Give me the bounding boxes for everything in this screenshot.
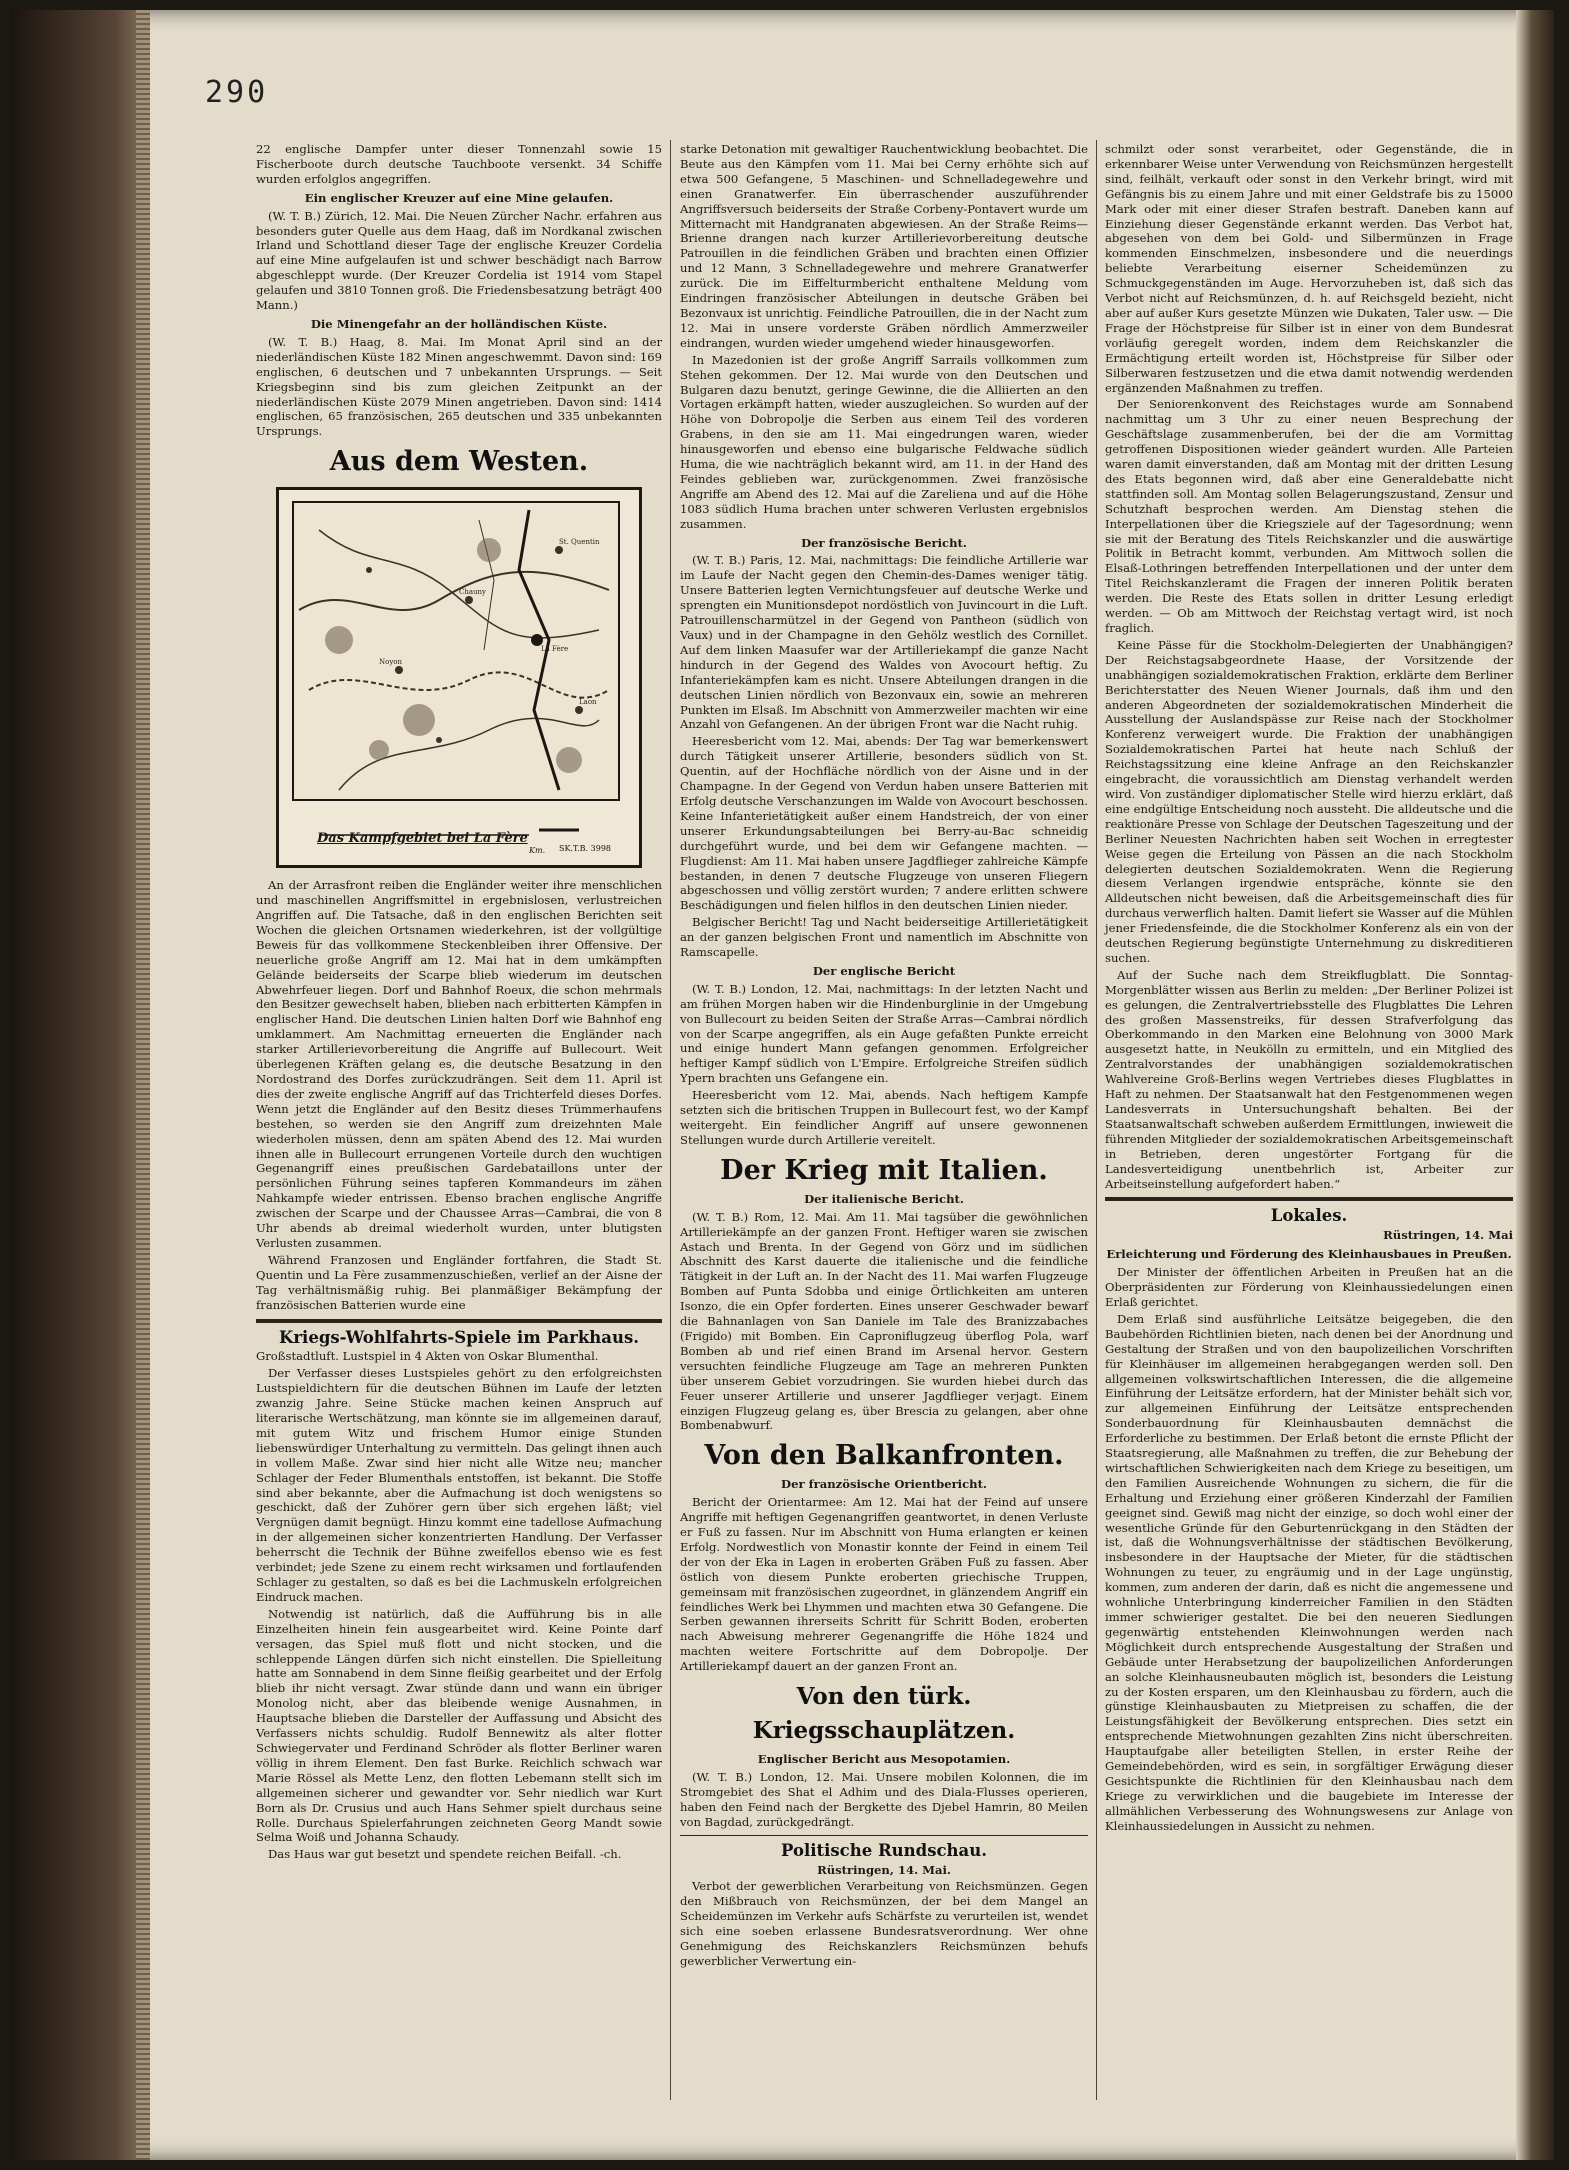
- article-kreuzer: (W. T. B.) Zürich, 12. Mai. Die Neuen Zürcher Nachr. erfahren aus besonders guter Quelle aus dem Haag, daß im Nordkanal zwischen Irland und Schottland dieser Tage der englische Kreuzer Cordelia auf eine Mine aufgelaufen ist und schwer beschädigt nach Barrow abgeschleppt wurde. (Der Kreuzer Cordelia ist 1914 vom Stapel gelaufen und 3810 Tonnen groß. Die Friedensbesatzung beträgt 400 Mann.): [256, 208, 662, 313]
- article-kleinhaus-1: Der Minister der öffentlichen Arbeiten in Preußen hat an die Oberpräsidenten zur Förderung von Kleinhaussiedelungen einen Erlaß gerichtet.: [1105, 1265, 1513, 1309]
- section-politik-title: Politische Rundschau.: [781, 1840, 987, 1860]
- headline-mesopotamien: Englischer Bericht aus Mesopotamien.: [757, 1752, 1011, 1767]
- map-credit: SK.T.B. 3998: [558, 844, 611, 854]
- article-italien: (W. T. B.) Rom, 12. Mai. Am 11. Mai tagsüber die gewöhnlichen Artilleriekämpfe an der ganzen Front. Heftiger waren sie zwischen Astach und Brenta. In der Gegend von Görz und im südlichen Abschnitt des Karst dauerte die italienische und die feindliche Tätigkeit in der Luft an. In der Nacht des 11. Mai warfen Flugzeuge Bomben auf Punta Sdobba und einige Örtlichkeiten am unteren Isonzo, die ein Opfer forderten. Eines unserer Geschwader bewarf die Bahnanlagen von San Daniele im Tale des Branizzabaches (Frigido) mit Bomben. Ein Caproniflugzeug überflog Pola, warf Bomben ab und rief einen Brand im Arsenal hervor. Gestern versuchten feindliche Flugzeuge am Tage an mehreren Punkten über unserem Gebiet vorzudringen. Sie wurden hiebei durch das Feuer unserer Artillerie und unserer Jagdflieger verjagt. Einem einzigen Flugzeug gelang es, über Brescia zu gelangen, aber ohne Bombenabwurf.: [680, 1209, 1088, 1433]
- article-orient: Bericht der Orientarmee: Am 12. Mai hat der Feind auf unsere Angriffe mit heftigen Gegenangriffen geantwortet, in denen Verluste er Fuß zu fassen. Nur im Abschnitt von Huma erlangten er keinen Erfolg. Nordwestlich von Monastir konnte der Feind in einem Teil der von der Eka in Lagen in eroberten Gräben Fuß zu fassen. Aber östlich von diesem Punkte eroberten griechische Truppen, gemeinsam mit französischen zugeordnet, in glänzendem Angriff ein feindliches Werk bei Lhymmen und machten etwa 30 Gefangene. Die Serben gewannen ihrerseits Schritt für Schritt Boden, eroberten nach Abweisung mehrerer Gegenangriffe die Höhe 1824 und machten weitere Fortschritte auf dem Dobropolje. Der Artilleriekampf dauert an der ganzen Front an.: [680, 1495, 1088, 1674]
- article-westen-2: Während Franzosen und Engländer fortfahren, die Stadt St. Quentin und La Fère zusammenzuschießen, verlief an der Aisne der Tag verhältnismäßig ruhig. Bei planmäßiger Bekämpfung der französischen Batterien wurde eine: [256, 1252, 662, 1312]
- headline-orientbericht: Der französische Orientbericht.: [781, 1477, 987, 1492]
- headline-engl-bericht: Der englische Bericht: [812, 963, 956, 978]
- article-franz-1: (W. T. B.) Paris, 12. Mai, nachmittags: Die feindliche Artillerie war im Laufe der Nacht gegen den Chemin-des-Dames weniger tätig. Unsere Batterien legten Vernichtungsfeuer auf deutsche Werke und sprengten ein Munitionsdepot nordöstlich von Juvincourt in die Luft. Patrouillenscharmützel in der Gegend von Pantheon (südlich von Vaux) und in der Champagne in den Gehölz westlich des Cornillet. Auf dem linken Maasufer war der Artilleriekampf die ganze Nacht hindurch in der Gegend des Waldes von Avocourt heftig. Zu Infanteriekämpfen kam es nicht. Unsere Abteilungen drangen in die deutschen Linien nördlich von Bezonvaux ein, sowie an mehreren Punkten im Elsaß. Im Abschnitt von Ammerzweiler machten wir eine Anzahl von Gefangenen. An der übrigen Front war die Nacht ruhig.: [680, 553, 1088, 732]
- article-streikflugblatt: Auf der Suche nach dem Streikflugblatt. Die Sonntag-Morgenblätter wissen aus Berlin zu melden: „Der Berliner Polizei ist es gelungen, die Zentralvertriebsstelle des Flugblattes Die Lehren des großen Massenstreiks, für dessen Strafverfolgung das Oberkommando in den Marken eine Belohnung von 3000 Mark ausgesetzt hatte, in Neukölln zu ermitteln, und ein Mitglied des Zentralvorstandes der unabhängigen sozialdemokratischen Wahlvereine Groß-Berlins wegen Vertriebes dieses Flugblattes in Haft zu nehmen. Der Staatsanwalt hat den Festgenommenen wegen Landesverrats in Untersuchungshaft behalten. Bei der Staatsanwaltschaft schweben außerdem Ermittlungen, inwieweit die führenden Mitglieder der sozialdemokratischen Arbeitsgemeinschaft in Betrieben, deren ungestörter Fortgang für die Landesverteidigung unentbehrlich ist, Arbeiter zur Arbeitseinstellung aufgefordert haben.“: [1105, 967, 1513, 1191]
- article-engl-1: (W. T. B.) London, 12. Mai, nachmittags: In der letzten Nacht und am frühen Morgen haben wir die Hindenburglinie in der Umgebung von Bullecourt zu beiden Seiten der Straße Arras—Cambrai nördlich von der Scarpe angegriffen, als ein Auge gefaßten Punkte erreicht und einige hundert Mann gefangen genommen. Erfolgreicher heftiger Kampf südlich von L'Empire. Erfolgreiche Streifen südlich Ypern brachten uns Gefangene ein.: [680, 981, 1088, 1086]
- battle-map: La Fère Chauny Noyon St. Quentin Laon Das Kampfgebiet bei La Fère Km. SK.T.B. 3998: [276, 487, 642, 868]
- section-lokales-title: Lokales.: [1270, 1206, 1348, 1226]
- page-edge-shadow: [1516, 10, 1554, 2160]
- column-rule-1: [670, 140, 671, 2100]
- review-paragraph-2: Notwendig ist natürlich, daß die Aufführung bis in alle Einzelheiten hinein fein ausgearbeitet wird. Keine Pointe darf versagen, das Spiel muß flott und nicht stocken, und die schleppende Längen dürfen sich nicht einstellen. Die Spielleitung hatte am Sonnabend in dem Sinne fleißig gearbeitet und der Erfolg blieb ihr nicht versagt. Zwar stünde dann und wann ein übriger Monolog nicht, aber das bleibende wenige Ausnahmen, in Hauptsache blieben die Darsteller der Auffassung und Absicht des Verfassers nichts schuldig. Rudolf Bennewitz als alter flotter Schwiegervater und Ferdinand Schröder als flotter Berliner waren völlig in ihrem Element. Den fast Burke. Reichlich schwach war Marie Rössel als Mette Lenz, den flotten Lebemann stellt sich im allgemeinen sicherer und gewandter vor. Sehr niedlich war Kurt Born als Dr. Crusius und auch Hans Sehmer spielt durchaus seine Rolle. Durchaus Spielerfahrungen zeichneten Georg Mandt sowie Selma Woiß und Johanna Schaudy.: [256, 1606, 662, 1845]
- review-subtitle: Großstadtluft. Lustspiel in 4 Akten von Oskar Blumenthal.: [256, 1349, 599, 1364]
- article-seniorenkonvent: Der Seniorenkonvent des Reichstages wurde am Sonnabend nachmittag um 3 Uhr zu einer neuen Besprechung der Geschäftslage zusammenberufen, bei der die am Vormittag getroffenen Dispositionen wieder geändert wurden. Alle Parteien waren damit einverstanden, daß am Montag mit der dritten Lesung des Etats begonnen wird, daß aber eine Generaldebatte nicht stattfinden soll. Am Montag sollen Belagerungszustand, Zensur und Schutzhaft besprochen werden. Am Dienstag stehen die Interpellationen über die Kriegsziele auf der Tagesordnung; wenn sie mit der Beratung des Titels Reichskanzler und die auswärtige Politik in Betracht kommt, verbunden. Am Mittwoch sollen die Elsaß-Lothringen betreffenden Interpellationen und der unter dem Titel Reichskanzleramt die Fragen der inneren Politik beraten werden. Die Reste des Etats sollen in dritter Lesung erledigt werden. — Ob am Mittwoch der Reichstag vertagt wird, ist noch fraglich.: [1105, 397, 1513, 635]
- headline-ital-bericht: Der italienische Bericht.: [804, 1191, 964, 1206]
- review-paragraph-1: Der Verfasser dieses Lustspieles gehört zu den erfolgreichsten Lustspieldichtern für die deutschen Bühnen im Laufe der letzten zwanzig Jahre. Seine Stücke machen keinen Anspruch auf literarische Wertschätzung, man könnte sie im allgemeinen darauf, mit gutem Witz und frischem Humor einige Stunden liebenswürdiger Unterhaltung zu vermitteln. Das gelingt ihnen auch in vollem Maße. Zwar sind hier nicht alle Witze neu; mancher Schlager der Feder Blumenthals entstoffen, ist bekannt. Die Stoffe sind aber bekannte, aber die Aufmachung ist doch wenigstens so geschickt, daß der Zuhörer gern über sich ergehen läßt; viel Vergnügen damit begnügt. Hinzu kommt eine tadellose Aufmachung in der allgemeinen sicher konzentrierten Handlung. Der Verfasser beherrscht die Technik der Bühne zweifellos ebenso wie es fest verbindet; jede Szene zu einem recht wirksamen und fortlaufenden Schlager zu gestalten, so daß es bei die Lachmuskeln erfolgreichen Eindruck machen.: [256, 1366, 662, 1604]
- section-turk-title: Von den türk. Kriegsschauplätzen.: [752, 1683, 1016, 1745]
- page-number: 290: [205, 75, 269, 110]
- headline-kleinhausbau: Erleichterung und Förderung des Kleinhausbaues in Preußen.: [1106, 1247, 1512, 1262]
- article-muenzen-cont: schmilzt oder sonst verarbeitet, oder Gegenstände, die in erkennbarer Weise unter Verwendung von Reichsmünzen hergestellt sind, feilhält, verkauft oder sonst in den Verkehr bringt, wird mit Gefängnis bis zu einem Jahre und mit einer Geldstrafe bis zu 15000 Mark oder mit einer dieser Strafen bestraft. Daneben kann auf Einziehung dieser Gegenstände erkannt werden. Das Verbot hat, abgesehen von dem bei Gold- und Silbermünzen in Frage kommenden Einschmelzen, insbesondere und die neuerdings beliebte Verarbeitung eiserner Scheidemünzen zu Schmuckgegenständen im Auge. Hervorzuheben ist, daß sich das Verbot nicht auf Reichsmünzen, d. h. auf Reichsgeld bezieht, nicht aber auf außer Kurs gesetzte Münzen wie Dukaten, Taler usw. — Die Frage der Höchstpreise für Silber ist in einer von dem Bundesrat vorläufig geregelt worden, indem dem Reichskanzler die Ermächtigung erteilt worden ist, Höchstpreise für Silber oder Silberwaren festzusetzen und die etwa damit notwendig werdenden ergänzenden Maßnahmen zu treffen.: [1105, 142, 1513, 395]
- newspaper-page: [10, 10, 1554, 2160]
- section-divider: [256, 1319, 662, 1323]
- article-kleinhaus-2: Dem Erlaß sind ausführliche Leitsätze beigegeben, die den Baubehörden Richtlinien bieten, nach denen bei der Anordnung und Gestaltung der Straßen und von den baupolizeilichen Vorschriften für Kleinhäuser im allgemeinen herabgegangen werden soll. Den allgemeinen volkswirtschaftlichen Interessen, die die allgemeine Einführung der Leitsätze erfordern, hat der Minister behält sich vor, zur allgemeinen Einführung der Leitsätze entsprechenden Sonderbauordnung für Kleinhausbauten demnächst die Erforderliche zu bestimmen. Der Erlaß betont die ernste Pflicht der Staatsregierung, alle Maßnahmen zu treffen, die zur Behebung der wirtschaftlichen Schwierigkeiten nach dem Kriege zu beseitigen, um den Familien Ausreichende Wohnungen zu sichern, die für die Erhaltung und Erziehung einer größeren Kinderzahl der Familien geeignet sind. Gewiß mag nicht der einzige, so doch wohl einer der wesentliche Gründe für den Geburtenrückgang in den Städten der ist, daß die Wohnungsverhältnisse der städtischen Bevölkerung, insbesondere in der Hauptsache der Mieter, für die städtischen Wohnungen zu teuer, zu engräumig und in der Lage ungünstig, kommen, zum anderen der darin, daß es nicht die angemessene und wohnliche Unterbringung kinderreicher Familien in den Städten immer schwieriger gestaltet. Die bei den neueren Siedlungen gegenwärtig entstehenden Kleinwohnungen werden nach Möglichkeit durch entsprechende Ausgestaltung der Straßen und Gebäude unter Herabsetzung der baupolizeilichen Anforderungen an solche Kleinhausneubauten möglich ist, besonders die Leistung zu der Kosten ersparen, um den Kleinhausbau zu fördern, auch die günstige Kleinhausbauten zu Mietpreisen zu schaffen, die der Leistungsfähigkeit der Bevölkerung entsprechen. Dies setzt ein entsprechende Mietwohnungen gezahlten Zins nicht überschreiten. Hauptaufgabe aller beteiligten Stellen, in erster Reihe der Gemeindebehörden, wird es sein, in sorgfältiger Erwägung dieser Gesichtspunkte die Richtlinien für den Kleinhausbau nach dem Kriege zu verwirklichen und die baugebiete im Interesse der allmählichen Verbesserung des Wohnungswesens zur Anlage von Kleinhaussiedelungen in Aussicht zu nehmen.: [1105, 1311, 1513, 1833]
- article-engl-2: Heeresbericht vom 12. Mai, abends. Nach heftigem Kampfe setzten sich die britischen Truppen in Bullecourt fest, wo der Kampf weitergeht. Ein feindlicher Angriff auf unsere gewonnenen Stellungen wurde durch Artillerie vereitelt.: [680, 1088, 1088, 1147]
- section-divider-2: [680, 1835, 1088, 1836]
- article-westen-1: An der Arrasfront reiben die Engländer weiter ihre menschlichen und maschinellen Angriffsmittel in ergebnislosen, verlustreichen Angriffen auf. Die Tatsache, daß in den englischen Berichten seit Wochen die gleichen Ortsnamen wiederkehren, ist der vollgültige Beweis für das vollkommene Steckenbleiben ihrer Offensive. Der neuerliche große Angriff am 12. Mai hat in dem umkämpften Gelände beiderseits der Scarpe blieb wiederum im deutschen Abwehrfeuer liegen. Dorf und Bahnhof Roeux, die schon mehrmals den Besitzer gewechselt haben, blieben nach erbitterten Kämpfen in englischer Hand. Die deutschen Linien halten Dorf wie Bahnhof eng umklammert. Am Nachmittag erneuerten die Engländer nach starker Artillerievorbereitung die Angriffe auf Bullecourt. Weit überlegenen Kräften gelang es, die deutsche Besatzung in den Nordostrand des Dorfes zurückzudrängen. Seit dem 11. April ist dies der zweite englische Angriff auf das Trichterfeld dieses Dorfes. Wenn jetzt die Engländer auf den Besitz dieses Trümmerhaufens bestehen, so werden sie den Angriff zum dreizehnten Male wiederholen müssen, denn am späten Abend des 12. Mai wurden ihnen alle in Bullecourt errungenen Vorteile durch den wuchtigen Gegenangriff eines preußischen Gardebataillons unter der persönlichen Führung seines tapferen Kommandeurs im zähen Nahkampfe wieder entrissen. Ebenso brachen englische Angriffe zwischen der Scarpe und der Chaussee Arras—Cambrai, die von 8 Uhr abends ab dreimal wiederholt wurden, unter blutigsten Verlusten zusammen.: [256, 878, 662, 1250]
- column-1: [256, 142, 662, 1864]
- headline-franz-bericht: Der französische Bericht.: [801, 535, 967, 550]
- headline-kreuzer: Ein englischer Kreuzer auf eine Mine gelaufen.: [304, 190, 614, 205]
- article-front-cont: starke Detonation mit gewaltiger Rauchentwicklung beobachtet. Die Beute aus den Kämpfen vom 11. Mai bei Cerny erhöhte sich auf etwa 500 Gefangene, 5 Maschinen- und Schnelladegewehre und einen Granatwerfer. Ein überraschender auszuführender Angriffsversuch beiderseits der Straße Corbeny-Pontavert wurde um Mitternacht mit Handgranaten abgewiesen. An der Straße Reims—Brienne drangen nach kurzer Artillerievorbereitung deutsche Patrouillen in die feindlichen Gräben und brachten einen Offizier und 12 Mann, 3 Schnelladegewehre und mehrere Granatwerfer zurück. Die im Eiffelturmbericht enthaltene Meldung vom Eindringen französischer Abteilungen in deutsche Gräben bei Bezonvaux ist unrichtig. Feindliche Patrouillen, die in der Nacht zum 12. Mai in unsere vorderste Gräben nördlich Ammerzweiler eindrangen, wurden wieder umgehend wieder hinausgeworfen.: [680, 142, 1088, 350]
- column-rule-2: [1096, 140, 1097, 2100]
- section-westen-title: Aus dem Westen.: [329, 446, 589, 478]
- article-reichsmuenzen: Verbot der gewerblichen Verarbeitung von Reichsmünzen. Gegen den Mißbrauch von Reichsmünzen, der bei dem Mangel an Scheidemünzen im Verkehr aufs Schärfste zu verurteilen ist, wendet sich eine soeben erlassene Bundesratsverordnung. Wer ohne Genehmigung des Reichskanzlers Reichsmünzen behufs gewerblicher Verwertung ein-: [680, 1879, 1088, 1968]
- article-minen: (W. T. B.) Haag, 8. Mai. Im Monat April sind an der niederländischen Küste 182 Minen angeschwemmt. Davon sind: 169 englischen, 6 deutschen und 7 unbekannten Ursprungs. — Seit Kriegsbeginn sind bis zum gleichen Zeitpunkt an der niederländischen Küste 2079 Minen angetrieben. Davon sind: 1414 englischen, 65 französischen, 265 deutschen und 335 unbekannten Ursprungs.: [256, 334, 662, 439]
- article-stockholm: Keine Pässe für die Stockholm-Delegierten der Unabhängigen? Der Reichstagsabgeordnete Haase, der Vorsitzende der unabhängigen sozialdemokratischen Fraktion, erklärte dem Berliner Berichterstatter des Neuen Wiener Journals, daß ihm und den anderen Abgeordneten der sozialdemokratischen Minderheit die Ausstellung der Auslandspässe zur Reise nach der Stockholmer Konferenz verweigert wurde. Die Fraktion der unabhängigen Sozialdemokratischen Partei hat heute nach Schluß der Reichstagssitzung eine kleine Anfrage an den Reichskanzler eingebracht, die voraussichtlich am Dienstag verhandelt werden wird. Von zuständiger diplomatischer Stelle wird hierzu erklärt, daß eine endgültige Entscheidung noch aussteht. Die alldeutsche und die reaktionäre Presse von Schlage der Deutschen Tageszeitung und der Berliner Neuesten Nachrichten haben seit Wochen in erregtester Weise gegen die Erteilung von Pässen an die nach Stockholm delegierten deutschen Sozialdemokraten. Wenn die Regierung diesem Verlangen irgendwie entspräche, könnte sie den Alldeutschen nicht beweisen, daß die Arbeitsgemeinschaft dies für durchaus verwerflich halten. Damit liefert sie Wasser auf die Mühlen jener Friedensfeinde, die die Stockholmer Konferenz als ein von der deutschen Regierung begünstigte Unternehmung zu diskreditieren suchen.: [1105, 637, 1513, 965]
- section-balkan-title: Von den Balkanfronten.: [704, 1440, 1064, 1472]
- column-2: [680, 142, 1088, 1971]
- section-italien-title: Der Krieg mit Italien.: [720, 1154, 1048, 1186]
- column-3: [1105, 142, 1513, 1836]
- article-mazedonien: In Mazedonien ist der große Angriff Sarrails vollkommen zum Stehen gekommen. Der 12. Mai wurde von den Deutschen und Bulgaren dazu benutzt, geringe Gewinne, die die Alliierten an den Vortagen erkämpft hatten, wieder auszugleichen. So wurden auf der Höhe von Dobropolje die Serben aus einem Teil des vorderen Grabens, in den sie am 11. Mai eingedrungen waren, wieder hinausgeworfen und ebenso eine bulgarische Feldwache südlich Huma, die wie nachträglich bekannt wird, am 11. in der Hand des Feindes geblieben war, zurückgenommen. Zwei französische Angriffe am Abend des 12. Mai auf die Zareliena und auf die Höhe 1083 südlich Huma brachen unter schweren Verlusten ergebnislos zusammen.: [680, 352, 1088, 531]
- headline-kriegs-wohlfahrt: Kriegs-Wohlfahrts-Spiele im Parkhaus.: [279, 1327, 639, 1347]
- book-binding: [10, 10, 150, 2160]
- headline-minen: Die Minengefahr an der holländischen Küste.: [310, 316, 608, 331]
- map-caption: Das Kampfgebiet bei La Fère: [317, 831, 528, 847]
- map-scale: Km.: [529, 846, 546, 856]
- article-franz-3: Belgischer Bericht! Tag und Nacht beiderseitige Artillerietätigkeit an der ganzen belgischen Front und namentlich im Abschnitte von Ramscapelle.: [680, 915, 1088, 960]
- article-franz-2: Heeresbericht vom 12. Mai, abends: Der Tag war bemerkenswert durch Tätigkeit unserer Artillerie, besonders südlich von St. Quentin, auf der Hochfläche nördlich von der Aisne und in der Champagne. In der Gegend von Verdun haben unsere Batterien mit Erfolg deutsche Verschanzungen im Walde von Avocourt beschossen. Keine Infanterietätigkeit außer einem Handstreich, der von einer unserer Erkundungsabteilungen bei Berry-au-Bac schneidig durchgeführt wurde, und bei dem wir Gefangene machten. — Flugdienst: Am 11. Mai haben unsere Jagdflieger zahlreiche Kämpfe bestanden, in denen 7 deutsche Flugzeuge von unseren Fliegern abgeschossen und völlig zerstört wurden; 7 andere erlitten schwere Beschädigungen und fielen hilflos in den deutschen Linien nieder.: [680, 734, 1088, 913]
- article-mesopotamien: (W. T. B.) London, 12. Mai. Unsere mobilen Kolonnen, die im Stromgebiet des Shat el Adhim und des Diala-Flusses operieren, haben den Feind nach der Bergkette des Djebel Hamrin, 80 Meilen von Bagdad, zurückgedrängt.: [680, 1770, 1088, 1829]
- section-divider-3: [1105, 1197, 1513, 1201]
- article-intro: 22 englische Dampfer unter dieser Tonnenzahl sowie 15 Fischerboote durch deutsche Tauchboote versenkt. 34 Schiffe wurden erfolglos angegriffen.: [256, 142, 662, 186]
- dateline-lokales: Rüstringen, 14. Mai: [1383, 1228, 1513, 1243]
- review-paragraph-3: Das Haus war gut besetzt und spendete reichen Beifall. -ch.: [268, 1847, 622, 1862]
- dateline-politik: Rüstringen, 14. Mai.: [817, 1862, 951, 1877]
